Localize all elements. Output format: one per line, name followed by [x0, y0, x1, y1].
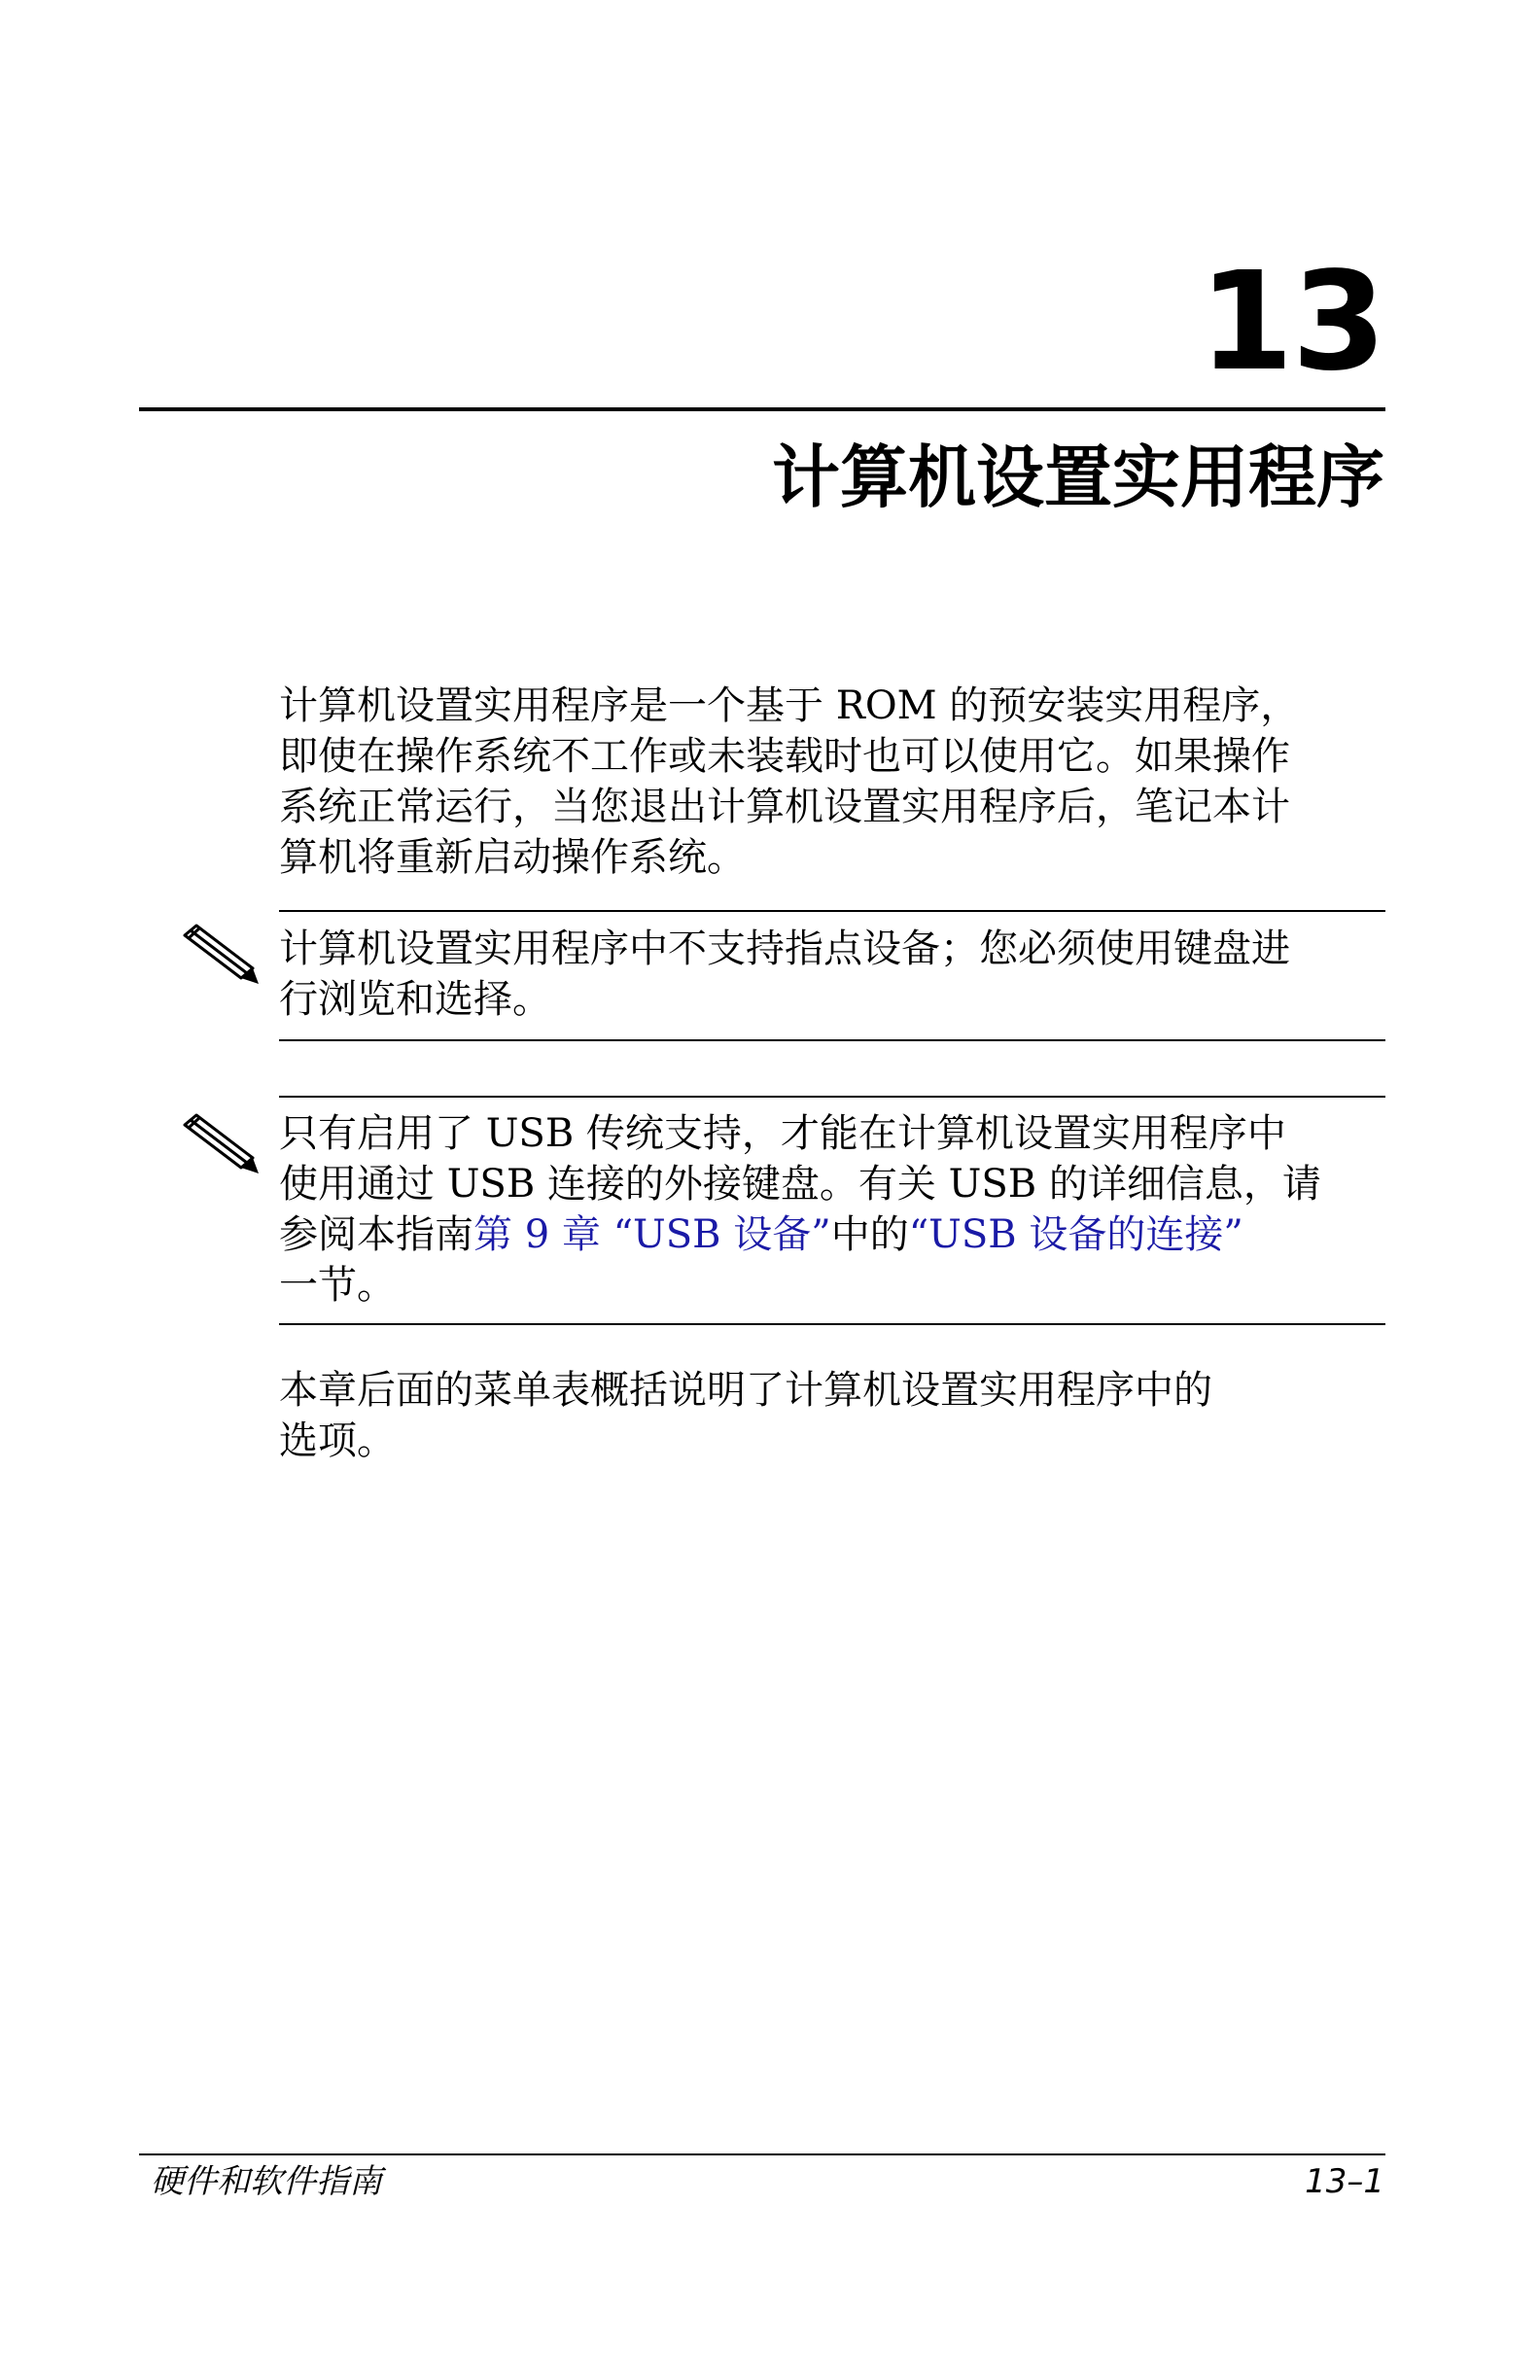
note2-top-rule — [279, 1096, 1385, 1098]
intro-paragraph — [279, 681, 1387, 883]
note2-line3-middle: 中的 — [830, 1212, 909, 1257]
intro-line: 即使在操作系统不工作或未装载时也可以使用它。如果操作 — [279, 734, 1290, 779]
note1-bottom-rule — [279, 1039, 1385, 1041]
note1-text — [279, 924, 1387, 1025]
pencil-note-icon — [181, 1111, 262, 1179]
note2-line — [279, 1209, 1387, 1260]
usb-connection-link[interactable]: “USB 设备的连接” — [908, 1212, 1243, 1257]
chapter-9-link[interactable]: 第 9 章 “USB 设备” — [473, 1212, 831, 1257]
intro-line: 计算机设置实用程序是一个基于 ROM 的预安装实用程序， — [279, 683, 1300, 728]
note1-line: 行浏览和选择。 — [279, 977, 551, 1022]
footer-guide-title: 硬件和软件指南 — [151, 2162, 382, 2201]
note2-line: 使用通过 USB 连接的外接键盘。有关 USB 的详细信息，请 — [279, 1162, 1321, 1207]
note2-line3-prefix: 参阅本指南 — [279, 1212, 473, 1257]
note2-line: 一节。 — [279, 1263, 396, 1308]
closing-line: 本章后面的菜单表概括说明了计算机设置实用程序中的 — [279, 1368, 1212, 1413]
footer-rule — [139, 2153, 1385, 2155]
closing-line: 选项。 — [279, 1418, 396, 1463]
pencil-note-icon — [181, 922, 262, 990]
intro-line: 算机将重新启动操作系统。 — [279, 835, 746, 880]
note2-line: 只有启用了 USB 传统支持，才能在计算机设置实用程序中 — [279, 1111, 1286, 1156]
closing-paragraph — [279, 1365, 1387, 1466]
note2-bottom-rule — [279, 1323, 1385, 1325]
intro-line: 系统正常运行，当您退出计算机设置实用程序后，笔记本计 — [279, 785, 1290, 829]
note1-line: 计算机设置实用程序中不支持指点设备；您必须使用键盘进 — [279, 927, 1290, 971]
chapter-number: 13 — [1199, 243, 1384, 402]
chapter-title: 计算机设置实用程序 — [772, 438, 1384, 517]
note1-top-rule — [279, 910, 1385, 912]
note2-text — [279, 1108, 1387, 1311]
footer-page-number: 13–1 — [1305, 2162, 1384, 2201]
chapter-rule — [139, 407, 1385, 411]
